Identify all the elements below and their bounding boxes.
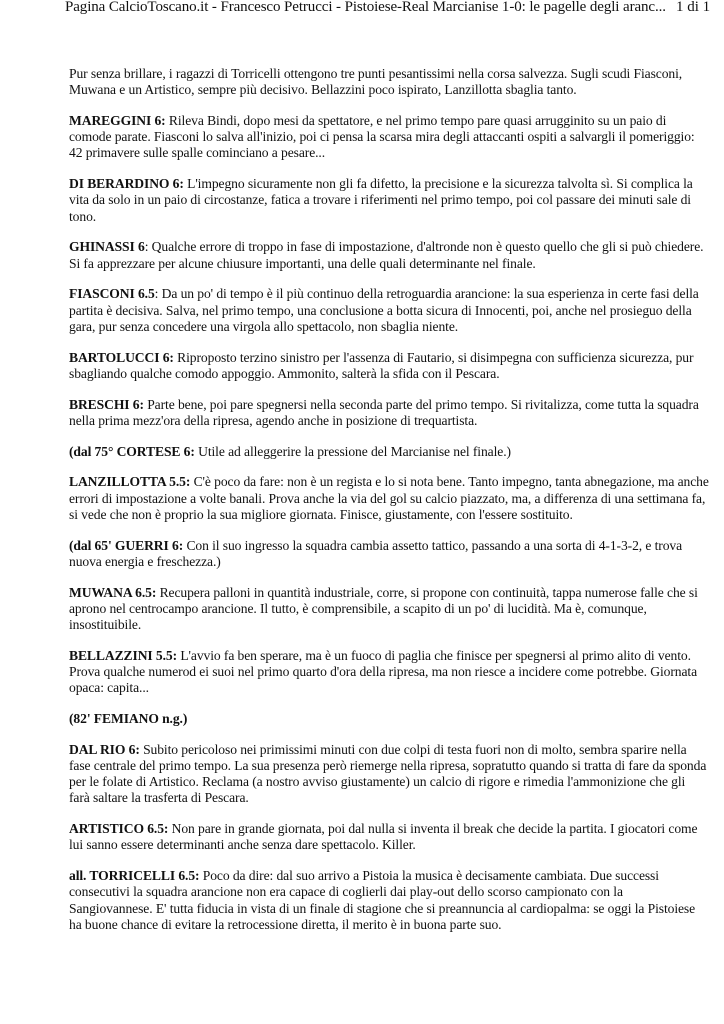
- player-name: DAL RIO 6:: [69, 741, 140, 757]
- page-counter: 1 di 1: [676, 0, 711, 15]
- article-body: [69, 66, 709, 948]
- player-name: FIASCONI 6.5: [69, 286, 155, 302]
- rating-text: Rileva Bindi, dopo mesi da spettatore, e nel primo tempo pare quasi arrugginito su un paio di comode parate. Fiasconi lo salva all'inizio, poi ci pensa la scarsa mira degli attaccanti ospiti a salvargli il pomeriggio: 42 primavere sulle spalle cominciano a pesare...: [69, 113, 695, 161]
- player-name: BRESCHI 6:: [69, 396, 144, 412]
- rating-paragraph: [69, 538, 709, 570]
- rating-text: Parte bene, poi pare spegnersi nella seconda parte del primo tempo. Si rivitalizza, come tutta la squadra nella prima mezz'ora della ripresa, agendo anche in posizione di trequartista.: [69, 396, 699, 428]
- rating-text: Non pare in grande giornata, poi dal nulla si inventa il break che decide la partita. I giocatori come lui sanno essere determinanti anche senza dare spettacolo. Killer.: [69, 821, 698, 853]
- rating-text: L'avvio fa ben sperare, ma è un fuoco di paglia che finisce per spegnersi al primo alito di vento. Prova qualche numerod ei suoi nel primo quarto d'ora della ripresa, ma non riesce a incidere come potrebbe. Giornata opaca: capita...: [69, 647, 698, 696]
- rating-paragraph: [69, 444, 709, 460]
- rating-paragraph: [69, 585, 709, 634]
- rating-paragraph: [69, 176, 709, 225]
- player-name: (dal 65' GUERRI 6:: [69, 537, 184, 553]
- rating-paragraph: [69, 711, 709, 727]
- rating-paragraph: [69, 868, 709, 933]
- rating-text: Con il suo ingresso la squadra cambia assetto tattico, passando a una sorta di 4-1-3-2, e trova nuova energia e freschezza.): [69, 537, 683, 569]
- rating-paragraph: [69, 821, 709, 853]
- rating-paragraph: [69, 350, 709, 382]
- rating-text: Subito pericoloso nei primissimi minuti con due colpi di testa fuori non di molto, sembra sparire nella fase centrale del primo tempo. La sua presenza però riemerge nella ripresa, sopratutto quando si tratta di fare da sponda per le folate di Artistico. Reclama (a nostro avviso giustamente) un calcio di rigore e rimedia l'ammonizione che gli farà saltare la trasferta di Pescara.: [69, 741, 707, 806]
- print-header: [0, 0, 724, 18]
- player-name: all. TORRICELLI 6.5:: [69, 868, 200, 884]
- player-name: MAREGGINI 6:: [69, 113, 166, 128]
- player-name: GHINASSI 6: [69, 239, 145, 255]
- player-name: DI BERARDINO 6:: [69, 176, 184, 192]
- rating-paragraph: [69, 239, 709, 271]
- rating-paragraph: [69, 648, 709, 697]
- rating-paragraph: [69, 113, 709, 162]
- rating-text: C'è poco da fare: non è un regista e lo si nota bene. Tanto impegno, tanta abnegazione, ma anche errori di impostazione a volte banali. Prova anche la via del gol su calcio piazzato, ma, a differenza di una settimana fa, si vede che non è proprio la sua migliore giornata. Finisce, giustamente, con l'essere sostituito.: [69, 474, 709, 522]
- player-name: (dal 75° CORTESE 6:: [69, 443, 195, 459]
- rating-text: : Qualche errore di troppo in fase di impostazione, d'altronde non è questo quello che gli si può chiedere. Si fa apprezzare per alcune chiusure importanti, una delle quali determinante nel finale.: [69, 239, 704, 271]
- player-name: MUWANA 6.5:: [69, 584, 157, 600]
- rating-paragraph: [69, 474, 709, 523]
- rating-paragraph: [69, 286, 709, 335]
- rating-text: : Da un po' di tempo è il più continuo della retroguardia arancione: la sua esperienza in certe fasi della partita è decisiva. Salva, nel primo tempo, una conclusione a botta sicura di Innocenti, poi, anche nel prosieguo della gara, pur senza concedere una virgola allo spettacolo, non sbaglia niente.: [69, 286, 699, 334]
- player-name: (82' FEMIANO n.g.): [69, 711, 188, 727]
- player-name: BARTOLUCCI 6:: [69, 349, 174, 365]
- rating-text: Riproposto terzino sinistro per l'assenza di Fautario, si disimpegna con sufficienza sicurezza, pur sbagliando qualche comodo appoggio. Ammonito, salterà la sfida con il Pescara.: [69, 349, 694, 381]
- header-title: Pagina CalcioToscano.it - Francesco Petrucci - Pistoiese-Real Marcianise 1-0: le pagelle degli aranc...: [65, 0, 666, 15]
- rating-text: Utile ad alleggerire la pressione del Marcianise nel finale.): [194, 443, 511, 459]
- intro-paragraph: Pur senza brillare, i ragazzi di Torricelli ottengono tre punti pesantissimi nella corsa salvezza. Sugli scudi Fiasconi, Muwana e un Artistico, sempre più decisivo. Bellazzini poco ispirato, Lanzillotta sbaglia tanto.: [69, 66, 683, 98]
- player-name: BELLAZZINI 5.5:: [69, 647, 178, 663]
- rating-text: Recupera palloni in quantità industriale, corre, si propone con continuità, tappa numerose falle che si aprono nel centrocampo arancione. Il tutto, è comprensibile, a scapito di un po' di lucidità. Ma è, comunque, insostituibile.: [69, 584, 698, 633]
- rating-text: L'impegno sicuramente non gli fa difetto, la precisione e la sicurezza talvolta sì. Si complica la vita da solo in un paio di circostanze, fatica a trovare i riferimenti nel primo tempo, poi col passare dei minuti sale di tono.: [69, 176, 693, 224]
- rating-paragraph: [69, 742, 709, 807]
- rating-text: Poco da dire: dal suo arrivo a Pistoia la musica è decisamente cambiata. Due successi consecutivi la squadra arancione non era capace di coglierli dai play-out dello scorso campionato con la Sangiovannese. E' tutta fiducia in vista di un finale di stagione che si preannuncia al cardiopalma: se oggi la Pistoiese ha buone chance di evitare la retrocessione diretta, il merito è in buona parte suo.: [69, 868, 696, 932]
- rating-paragraph: [69, 397, 709, 429]
- player-name: ARTISTICO 6.5:: [69, 821, 169, 837]
- player-name: LANZILLOTTA 5.5:: [69, 474, 191, 490]
